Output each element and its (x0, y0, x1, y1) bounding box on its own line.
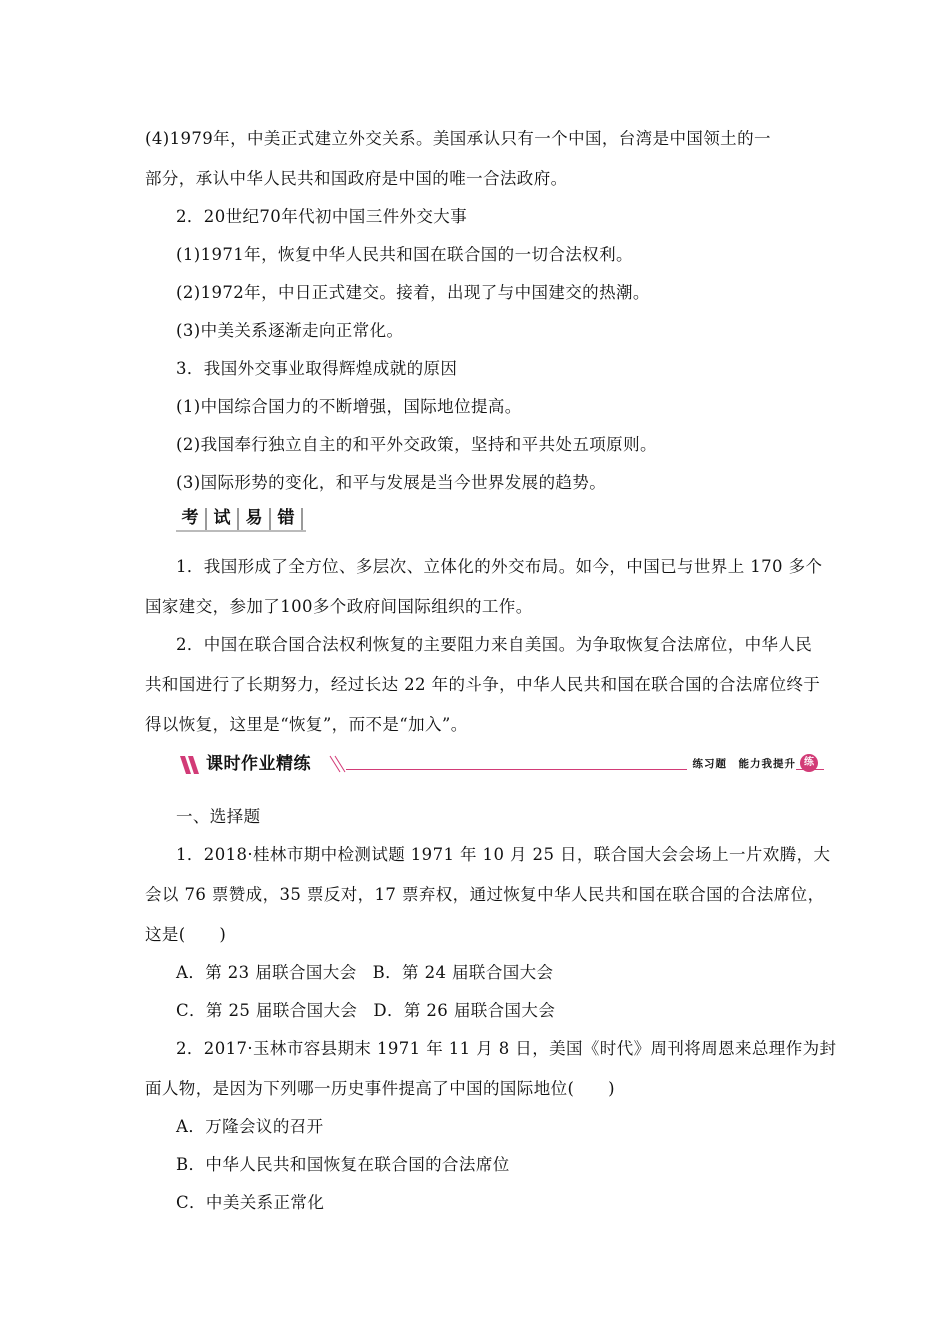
subheading: 3．我国外交事业取得辉煌成就的原因 (176, 359, 458, 378)
paragraph-line: (3)中美关系逐渐走向正常化。 (176, 321, 404, 340)
option-b: B．第 24 届联合国大会 (372, 963, 554, 982)
option-a: A．第 23 届联合国大会 (176, 963, 357, 982)
paragraph-line: (2)我国奉行独立自主的和平外交政策，坚持和平共处五项原则。 (176, 435, 657, 454)
option-row (176, 962, 846, 984)
subheading: 2．20世纪70年代初中国三件外交大事 (176, 207, 468, 226)
paragraph-line: 国家建交，参加了100多个政府间国际组织的工作。 (145, 597, 533, 616)
section-right-label: 练习题 能力我提升 (687, 756, 797, 771)
paragraph-line: 2．中国在联合国合法权利恢复的主要阻力来自美国。为争取恢复合法席位，中华人民 (176, 635, 813, 654)
option-a: A．万隆会议的召开 (176, 1117, 324, 1136)
paragraph-line: (4)1979年，中美正式建立外交关系。美国承认只有一个中国，台湾是中国领土的一 (145, 129, 771, 148)
tag-char: 错 (272, 506, 300, 530)
option-b: B．中华人民共和国恢复在联合国的合法席位 (176, 1155, 510, 1174)
paragraph-line: 部分，承认中华人民共和国政府是中国的唯一合法政府。 (145, 169, 568, 188)
option-d: D．第 26 届联合国大会 (373, 1001, 556, 1020)
slash-decoration-icon (328, 754, 348, 774)
paragraph-line: (3)国际形势的变化，和平与发展是当今世界发展的趋势。 (176, 473, 607, 492)
question-type-heading: 一、选择题 (176, 807, 261, 826)
tag-char: 易 (240, 506, 268, 530)
question-line: 1．2018·桂林市期中检测试题 1971 年 10 月 25 日，联合国大会会场上一片欢腾，大 (176, 845, 831, 864)
section-title: 课时作业精练 (206, 754, 311, 774)
tag-char: 考 (176, 506, 204, 530)
tag-underline (176, 530, 306, 532)
paragraph-line: 得以恢复，这里是“恢复”，而不是“加入”。 (145, 715, 468, 734)
paragraph-line: 共和国进行了长期努力，经过长达 22 年的斗争，中华人民共和国在联合国的合法席位终于 (145, 675, 821, 694)
question-line: 2．2017·玉林市容县期末 1971 年 11 月 8 日，美国《时代》周刊将周恩来总理作为封 (176, 1039, 837, 1058)
question-line: 会以 76 票赞成，35 票反对，17 票弃权，通过恢复中华人民共和国在联合国的合法席位， (145, 885, 825, 904)
paragraph-line: (2)1972年，中日正式建交。接着，出现了与中国建交的热潮。 (176, 283, 650, 302)
option-c: C．中美关系正常化 (176, 1193, 325, 1212)
question-line: 这是( ) (145, 925, 227, 944)
section-header (176, 752, 838, 778)
option-c: C．第 25 届联合国大会 (176, 1001, 358, 1020)
double-slash-icon (180, 756, 200, 774)
practice-badge-icon: 练 (800, 754, 818, 772)
tag-char: 试 (208, 506, 236, 530)
paragraph-line: (1)中国综合国力的不断增强，国际地位提高。 (176, 397, 522, 416)
question-line: 面人物，是因为下列哪一历史事件提高了中国的国际地位( ) (145, 1079, 615, 1098)
paragraph-line: 1．我国形成了全方位、多层次、立体化的外交布局。如今，中国已与世界上 170 多个 (176, 557, 823, 576)
paragraph-line: (1)1971年，恢复中华人民共和国在联合国的一切合法权利。 (176, 245, 633, 264)
option-row (176, 1000, 846, 1022)
